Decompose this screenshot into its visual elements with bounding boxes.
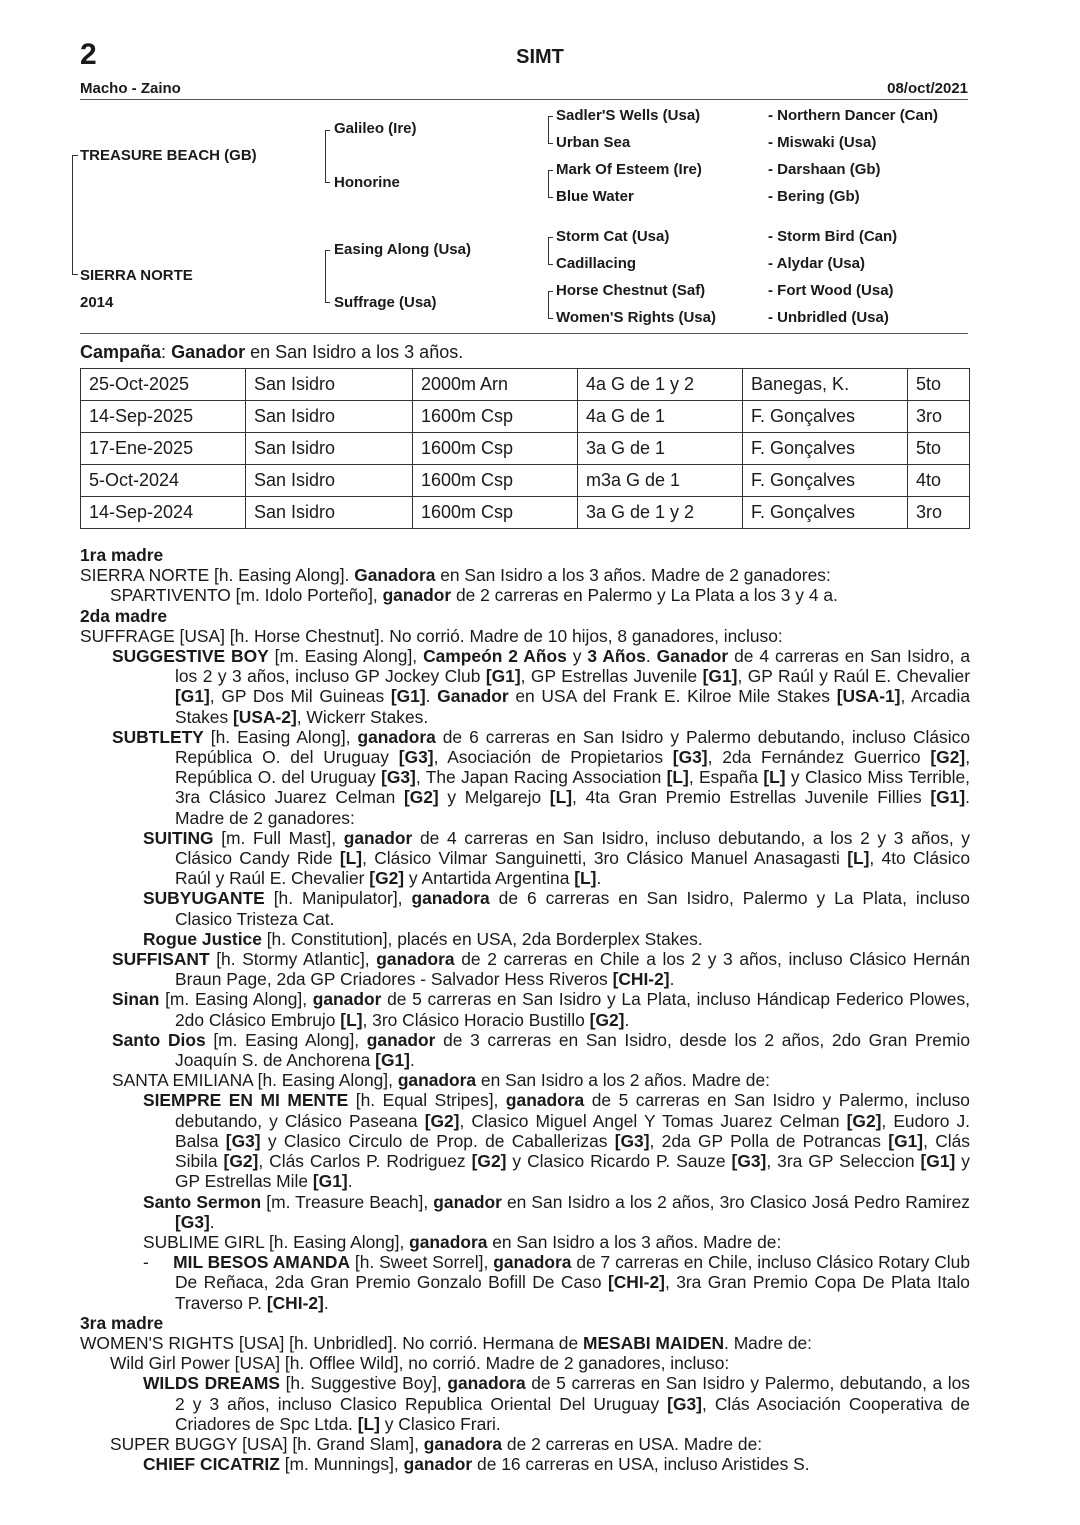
family-entry: SUFFRAGE [USA] [h. Horse Chestnut]. No corrió. Madre de 10 hijos, 8 ganadores, incluso: [80, 625, 783, 646]
dam-year: 2014 [80, 294, 114, 311]
family-entry: CHIEF CICATRIZ [m. Munnings], ganador de 16 carreras en USA, incluso Aristides S. [143, 1454, 810, 1475]
family-entry: SUBYUGANTE [h. Manipulator], ganadora de 6 carreras en San Isidro, Palermo y La Plata, incluso Clasico Tristeza Cat. [143, 888, 970, 929]
g4-6: - Alydar (Usa) [768, 255, 865, 272]
sire: TREASURE BEACH (GB) [80, 147, 257, 164]
family-entry: Santo Dios [m. Easing Along], ganador de 3 carreras en San Isidro, desde los 2 años, 2do Gran Premio Joaquín S. de Anchorena [G1]. [112, 1029, 970, 1071]
race-distance: 1600m Csp [413, 401, 578, 433]
section-heading: 3ra madre [80, 1312, 164, 1333]
g3-3: Mark Of Esteem (Ire) [556, 161, 702, 178]
race-table [80, 368, 970, 529]
g3-5: Storm Cat (Usa) [556, 228, 670, 245]
race-date: 14-Sep-2024 [81, 497, 246, 529]
race-track: San Isidro [246, 369, 413, 401]
family-entry: SUPER BUGGY [USA] [h. Grand Slam], ganadora de 2 carreras en USA. Madre de: [110, 1433, 763, 1454]
race-distance: 1600m Csp [413, 465, 578, 497]
race-row [81, 497, 970, 529]
race-distance: 1600m Csp [413, 433, 578, 465]
race-row [81, 369, 970, 401]
sire-dam: Honorine [334, 174, 400, 191]
race-cond: 3a G de 1 [578, 433, 743, 465]
family-entry: - MIL BESOS AMANDA [h. Sweet Sorrel], ganadora de 7 carreras en Chile, incluso Clásico Rotary Club De Reñaca, 2da Gran Premio Gonzalo Bofill De Caso [CHI-2], 3ra Gran Premio Copa De Plata Italo Traverso P. [CHI-2]. [143, 1252, 971, 1313]
g4-8: - Unbridled (Usa) [768, 309, 889, 326]
race-track: San Isidro [246, 465, 413, 497]
race-distance: 2000m Arn [413, 369, 578, 401]
g4-2: - Miswaki (Usa) [768, 134, 877, 151]
family-entry: SANTA EMILIANA [h. Easing Along], ganadora en San Isidro a los 2 años. Madre de: [112, 1070, 770, 1091]
race-date: 14-Sep-2025 [81, 401, 246, 433]
family-entry: Santo Sermon [m. Treasure Beach], ganador en San Isidro a los 2 años, 3ro Clasico Josá Pedro Ramirez [G3]. [143, 1191, 970, 1232]
dam-dam: Suffrage (Usa) [334, 294, 437, 311]
race-cond: 4a G de 1 [578, 401, 743, 433]
race-cond: 4a G de 1 y 2 [578, 369, 743, 401]
g4-4: - Bering (Gb) [768, 188, 860, 205]
g3-8: Women'S Rights (Usa) [556, 309, 716, 326]
family-entry: Wild Girl Power [USA] [h. Offlee Wild], no corrió. Madre de 2 ganadores, incluso: [110, 1353, 730, 1374]
g4-5: - Storm Bird (Can) [768, 228, 898, 245]
g4-1: - Northern Dancer (Can) [768, 107, 939, 124]
g4-3: - Darshaan (Gb) [768, 161, 881, 178]
race-row [81, 465, 970, 497]
race-jockey: F. Gonçalves [743, 465, 908, 497]
horse-name: SIMT [516, 46, 564, 68]
race-jockey: F. Gonçalves [743, 401, 908, 433]
family-entry: Sinan [m. Easing Along], ganador de 5 carreras en San Isidro y La Plata, incluso Hándicap Federico Plowes, 2do Clásico Embrujo [L], 3ro Clásico Horacio Bustillo [G2]. [112, 989, 970, 1030]
family-entry: WILDS DREAMS [h. Suggestive Boy], ganadora de 5 carreras en San Isidro y Palermo, debutando, a los 2 y 3 años, incluso Clasico Republica Oriental Del Uruguay [G3], Clás Asociación Cooperativa de Criadores de Spc Ltda. [L] y Clasico Frari. [143, 1373, 970, 1434]
dam: SIERRA NORTE [80, 267, 193, 284]
sire-sire: Galileo (Ire) [334, 120, 417, 137]
race-pos: 5to [908, 433, 970, 465]
race-jockey: Banegas, K. [743, 369, 908, 401]
family-entry: SIEMPRE EN MI MENTE [h. Equal Stripes], ganadora de 5 carreras en San Isidro y Palermo, incluso debutando, y Clásico Paseana [G2], Clasico Miguel Angel Y Tomas Juarez Celman [G2], Eudoro J. Balsa [G3] y Clasico Circulo de Prop. de Caballerizas [G3], 2da GP Polla de Potrancas [G1], Clás Sibila [G2], Clás Carlos P. Rodriguez [G2] y Clasico Ricardo P. Sauze [G3], 3ra GP Seleccion [G1] y GP Estrellas Mile [G1]. [143, 1090, 971, 1192]
race-jockey: F. Gonçalves [743, 433, 908, 465]
family-entry: SUITING [m. Full Mast], ganador de 4 carreras en San Isidro, incluso debutando, a los 2 y 3 años, y Clásico Candy Ride [L], Clásico Vilmar Sanguinetti, 3ro Clásico Manuel Anasagasti [L], 4to Clásico Raúl y Raúl E. Chevalier [G2] y Antartida Argentina [L]. [143, 827, 970, 889]
race-jockey: F. Gonçalves [743, 497, 908, 529]
report-date: 08/oct/2021 [887, 80, 968, 97]
dam-sire: Easing Along (Usa) [334, 241, 471, 258]
race-pos: 3ro [908, 497, 970, 529]
family-entry: SUGGESTIVE BOY [m. Easing Along], Campeón 2 Años y 3 Años. Ganador de 4 carreras en San Isidro, a los 2 y 3 años, incluso GP Jockey Club [G1], GP Estrellas Juvenile [G1], GP Raúl y Raúl E. Chevalier [G1], GP Dos Mil Guineas [G1]. Ganador en USA del Frank E. Kilroe Mile Stakes [USA-1], Arcadia Stakes [USA-2], Wickerr Stakes. [112, 646, 971, 727]
race-cond: 3a G de 1 y 2 [578, 497, 743, 529]
g4-7: - Fort Wood (Usa) [768, 282, 894, 299]
race-date: 17-Ene-2025 [81, 433, 246, 465]
race-pos: 3ro [908, 401, 970, 433]
g3-7: Horse Chestnut (Saf) [556, 282, 706, 299]
family-entry: SUFFISANT [h. Stormy Atlantic], ganadora de 2 carreras en Chile a los 2 y 3 años, incluso Clásico Hernán Braun Page, 2da GP Criadores - Salvador Hess Riveros [CHI-2]. [112, 949, 970, 990]
family-entry: Rogue Justice [h. Constitution], placés en USA, 2da Borderplex Stakes. [143, 928, 703, 949]
race-row [81, 401, 970, 433]
race-pos: 4to [908, 465, 970, 497]
family-entry: SUBTLETY [h. Easing Along], ganadora de 6 carreras en San Isidro y Palermo debutando, incluso Clásico República O. del Uruguay [G3], Asociación de Propietarios [G3], 2da Fernández Guerrico [G2], República O. del Uruguay [G3], The Japan Racing Association [L], España [L] y Clasico Miss Terrible, 3ra Clásico Juarez Celman [G2] y Melgarejo [L], 4ta Gran Premio Estrellas Juvenile Fillies [G1]. Madre de 2 ganadores: [112, 726, 971, 828]
family-text [80, 545, 970, 1474]
campaign-summary: Campaña: Ganador en San Isidro a los 3 años. [80, 342, 464, 362]
section-heading: 1ra madre [80, 545, 164, 565]
family-entry: SPARTIVENTO [m. Idolo Porteño], ganador de 2 carreras en Palermo y La Plata a los 3 y 4 a. [110, 585, 838, 606]
race-track: San Isidro [246, 497, 413, 529]
race-pos: 5to [908, 369, 970, 401]
family-entry: SIERRA NORTE [h. Easing Along]. Ganadora en San Isidro a los 3 años. Madre de 2 ganadores: [80, 565, 831, 586]
race-track: San Isidro [246, 401, 413, 433]
family-entry: SUBLIME GIRL [h. Easing Along], ganadora en San Isidro a los 3 años. Madre de: [143, 1231, 782, 1252]
sex-color: Macho - Zaino [80, 80, 181, 97]
section-heading: 2da madre [80, 605, 167, 626]
family-entry: WOMEN'S RIGHTS [USA] [h. Unbridled]. No corrió. Hermana de MESABI MAIDEN. Madre de: [80, 1332, 812, 1353]
g3-1: Sadler'S Wells (Usa) [556, 107, 701, 124]
g3-4: Blue Water [556, 188, 634, 205]
race-track: San Isidro [246, 433, 413, 465]
race-row [81, 433, 970, 465]
race-date: 5-Oct-2024 [81, 465, 246, 497]
race-distance: 1600m Csp [413, 497, 578, 529]
race-cond: m3a G de 1 [578, 465, 743, 497]
g3-6: Cadillacing [556, 255, 637, 272]
header-divider [80, 99, 968, 100]
race-date: 25-Oct-2025 [81, 369, 246, 401]
lot-number: 2 [80, 38, 97, 71]
g3-2: Urban Sea [556, 134, 631, 151]
pedigree-divider [80, 333, 968, 334]
